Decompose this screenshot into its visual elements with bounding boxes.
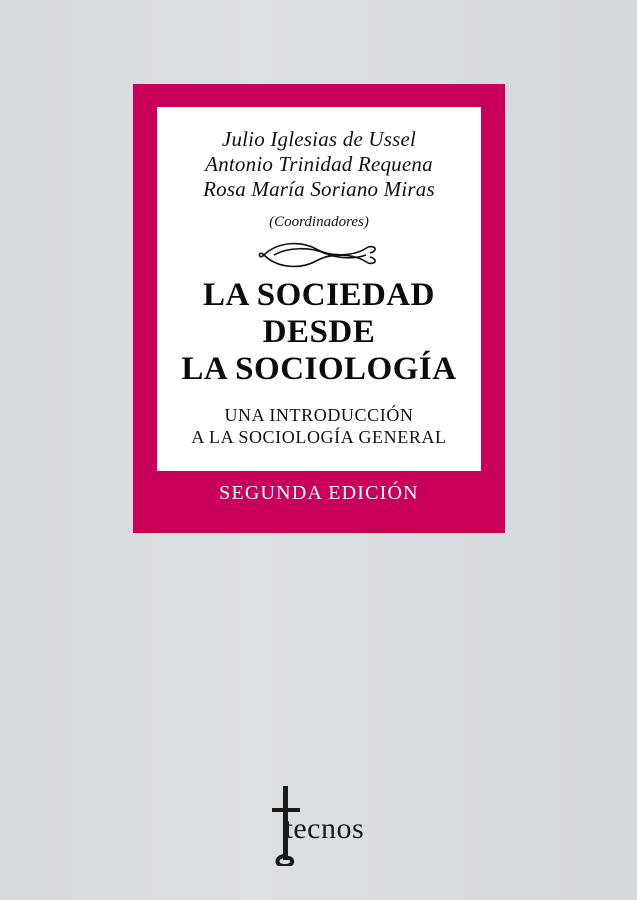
- author-name: Rosa María Soriano Miras: [203, 177, 435, 201]
- author-list: [157, 127, 481, 202]
- page-title: [157, 277, 481, 388]
- subtitle-line: A LA SOCIOLOGÍA GENERAL: [191, 427, 447, 447]
- publisher-name: tecnos: [284, 812, 365, 845]
- title-line: LA SOCIOLOGÍA: [181, 351, 457, 387]
- subtitle-line: UNA INTRODUCCIÓN: [224, 405, 414, 425]
- title-panel: [157, 107, 481, 471]
- flourish-ornament-icon: [157, 239, 481, 273]
- title-line: LA SOCIEDAD: [203, 277, 435, 313]
- author-role: (Coordinadores): [269, 214, 369, 230]
- edition-label: SEGUNDA EDICIÓN: [219, 482, 419, 504]
- page-subtitle: [157, 404, 481, 448]
- author-name: Julio Iglesias de Ussel: [221, 127, 417, 151]
- author-name: Antonio Trinidad Requena: [205, 152, 433, 176]
- title-line: DESDE: [262, 314, 376, 350]
- publisher-logo: [0, 786, 637, 871]
